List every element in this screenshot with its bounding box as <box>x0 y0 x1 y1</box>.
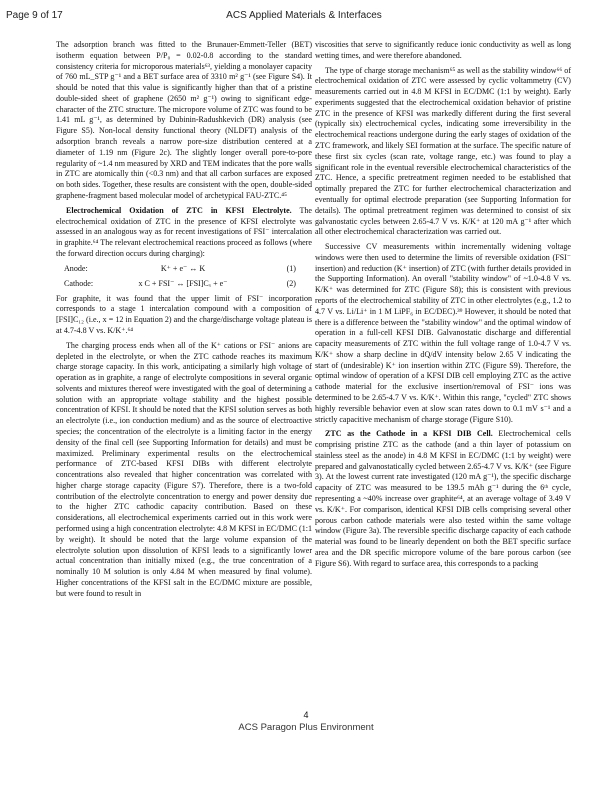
paragraph-text: The electrochemical oxidation of ZTC in the presence of KFSI electrolyte was assessed in an analogous way as for recent investigations of FSI⁻ intercalation in graphite.⁶⁴ The relevant electrochemical reactions proceed as follows (where the forward direction occurs during charging): <box>56 205 312 258</box>
paragraph-text: Electrochemical cells comprising pristine ZTC as the cathode (and a thin layer of potassium on stainless steel as the anode) in 4.8 M KFSI in EC/DMC (1:1 by weight) were prepared and galvanostatically cycled between 2.65-4.7 V vs. K/K⁺ (see Figure 3). At the lowest current rate investigated (120 mA g⁻¹), the specific discharge capacity of ZTC was measured to be 139.5 mAh g⁻¹ during the 6ᵗʰ cycle, representing a ~40% increase over graphite⁶⁴, at an average voltage of 3.49 V vs. K/K⁺. For comparison, identical KFSI DIB cells comprising several other porous carbon cathode materials were also tested within the same voltage window (Figure 3a). The reversible specific discharge capacity of each cathode material was found to be linearly dependent on both the BET specific surface area and the DR specific micropore volume of the bare porous carbon (see Figure S6). With regard to surface area, this corresponds to a packing <box>315 429 571 568</box>
equation-number: (2) <box>286 278 296 288</box>
equation-expression: x C + FSI⁻ ↔ [FSI]Cₓ + e⁻ <box>138 278 228 288</box>
paragraph <box>56 206 312 260</box>
page-number: 4 <box>303 710 309 720</box>
equation-2 <box>56 279 312 292</box>
paragraph: For graphite, it was found that the upper limit of FSI⁻ incorporation corresponds to a stage 1 intercalation compound with a composition of [FSI]C₁₂ (i.e., x = 12 in Equation 2) and the charge/discharge voltage plateau is at 4.7-4.8 V vs. K/K⁺.⁶⁴ <box>56 293 312 335</box>
paragraph: viscosities that serve to significantly reduce ionic conductivity as well as long wetting times, and were therefore abandoned. <box>315 40 571 60</box>
right-column <box>315 40 571 574</box>
paragraph: The type of charge storage mechanism⁶⁵ as well as the stability window⁶⁶ of electrochemical oxidation of ZTC were assessed by cyclic voltammetry (CV) measurements carried out in 4.8 M KFSI in EC/DMC (1:1 by weight). Early experiments suggested that the electrochemical oxidation behavior of pristine ZTC in the presence of KFSI was markedly different during the first several (typically six) electrochemical cycles, indicating some irreversibility in the electrochemical reactions undergone during the early stages of oxidation of the ZTC framework, and likely SEI formation at the surface. The specific nature of these first six cycles (scan rate, voltage range, etc.) was found to play a significant role in the eventual reversible electrochemical characteristics of the ZTC. Hence, a specific pretreatment regimen needed to be established that optimally prepared the ZTC for further electrochemical characterization and eventually for optimal electrode preparation (see Supporting Information for details). The optimal pretreatment regimen was determined to consist of six galvanostatic cycles between 2.65-4.7 V vs. K/K⁺ at 120 mA g⁻¹ after which all other electrochemical characterization was carried out. <box>315 65 571 237</box>
section-heading: Electrochemical Oxidation of ZTC in KFSI Electrolyte. <box>66 205 292 215</box>
journal-title: ACS Applied Materials & Interfaces <box>226 10 382 21</box>
paragraph <box>315 429 571 569</box>
section-heading: ZTC as the Cathode in a KFSI DIB Cell. <box>325 429 493 439</box>
left-column <box>56 40 312 604</box>
equation-1 <box>56 264 312 277</box>
paragraph: The adsorption branch was fitted to the Brunauer-Emmett-Teller (BET) isotherm equation between P/P₀ = 0.02-0.8 according to the standard consistency criteria for microporous materials⁶³, yielding a monolayer capacity of 760 mL_STP g⁻¹ and a BET surface area of 3310 m² g⁻¹ (see Figure S4). It should be noted that this value is significantly higher than that of a pristine double-sided sheet of graphene (2650 m² g⁻¹) owing to significant edge-character of the ZTC structure. The micropore volume of ZTC was found to be 1.41 mL g⁻¹, as determined by Dubinin-Radushkevich (DR) analysis (see Figure S5). Non-local density functional theory (NLDFT) analysis of the adsorption branch reveals a narrow pore-size distribution centered at a diameter of 1.19 nm (Figure 2c). The slightly longer overall pore-to-pore regularity of ~1.4 nm measured by XRD and TEM indicates that the pore walls in ZTC are atomically thin (<0.3 nm) and that all carbon surfaces are exposed on both sides. Together, these results are consistent with the open, double-sided graphene-fragment based molecular model of archetypical FAU-ZTC.⁴⁵ <box>56 40 312 200</box>
paragraph: Successive CV measurements within incrementally widening voltage windows were then used to determine the limits of reversible oxidation (FSI⁻ insertion) and reduction (K⁺ insertion) of ZTC (with further details provided in the Supporting Information). An overall "stability window" of ~1.0-4.8 V vs. K/K⁺ was determined for ZTC (Figure S8); this is consistent with previous reports of the electrochemical stability of ZTC in other electrolytes (e.g., 1.2 to 4.7 V vs. Li/Li⁺ in 1 M LiPF₆ in EC/DEC).³⁹ However, it should be noted that there is a difference between the "stability window" and the optimal window of operation in a full-cell KFSI DIB. Galvanostatic discharge and differential capacity measurements of ZTC within the full voltage range of 1.0-4.7 V vs. K/K⁺ show a sharp decline in dQ/dV intensity below 2.65 V indicating the start of (undesirable) K⁺ ion insertion within ZTC (Figure S9). Therefore, the optimal window of operation of a KFSI DIB cell employing ZTC as the active cathode material for the exclusive insertion/removal of FSI⁻ ions was determined to be 2.65-4.7 V vs. K/K⁺. Within this range, "cycled" ZTC shows highly reversible behavior even at slow scan rates down to 0.1 mV s⁻¹ and a strictly capacitive mechanism of charge storage (Figure S10). <box>315 242 571 424</box>
equation-label: Cathode: <box>64 278 94 288</box>
page-counter: Page 9 of 17 <box>6 10 63 21</box>
equation-number: (1) <box>286 263 296 273</box>
equation-expression: K⁺ + e⁻ ↔ K <box>160 263 206 273</box>
paragraph: The charging process ends when all of the K⁺ cations or FSI⁻ anions are depleted in the electrolyte, or when the ZTC cathode reaches its maximum charge storage capacity. In this work, anticipating a similarly high voltage of operation as in graphite, a range of electrolyte compositions in several organic solvents and mixtures thereof were investigated with the goal of determining a solution with an appropriate voltage stability and the highest possible concentration of KFSI. It should be noted that the KFSI solution serves as both an electrolyte (i.e., ion conduction medium) and as the source of electroactive species; the concentration of the electrolyte is a limiting factor in the energy density of the final cell (see Supporting Information for details) and must be maximized. Preliminary experimental results on the electrochemical performance of ZTC-based KFSI DIBs with different electrolyte concentrations also revealed that higher concentration was correlated with higher charge storage capacity (Figure S7). Therefore, there is a two-fold contribution of the electrolyte concentration to energy and power density due to the higher ZTC cathodic capacity contribution. Based on these considerations, all electrochemical experiments carried out in this work were performed using a high concentration electrolyte: 4.8 M KFSI in EC/DMC (1:1 by weight). It should be noted that the large volume expansion of the electrolyte solution upon dissolution of KFSI leads to a significantly lower actual concentration than initially mixed (e.g., the true concentration of a nominally 10 M solution is only 4.84 M when measured by final volume). Higher concentrations of the KFSI salt in the EC/DMC mixture are possible, but were found to result in <box>56 340 312 598</box>
running-header <box>6 10 602 24</box>
publisher-footer: ACS Paragon Plus Environment <box>238 722 374 733</box>
equation-label: Anode: <box>64 263 88 273</box>
